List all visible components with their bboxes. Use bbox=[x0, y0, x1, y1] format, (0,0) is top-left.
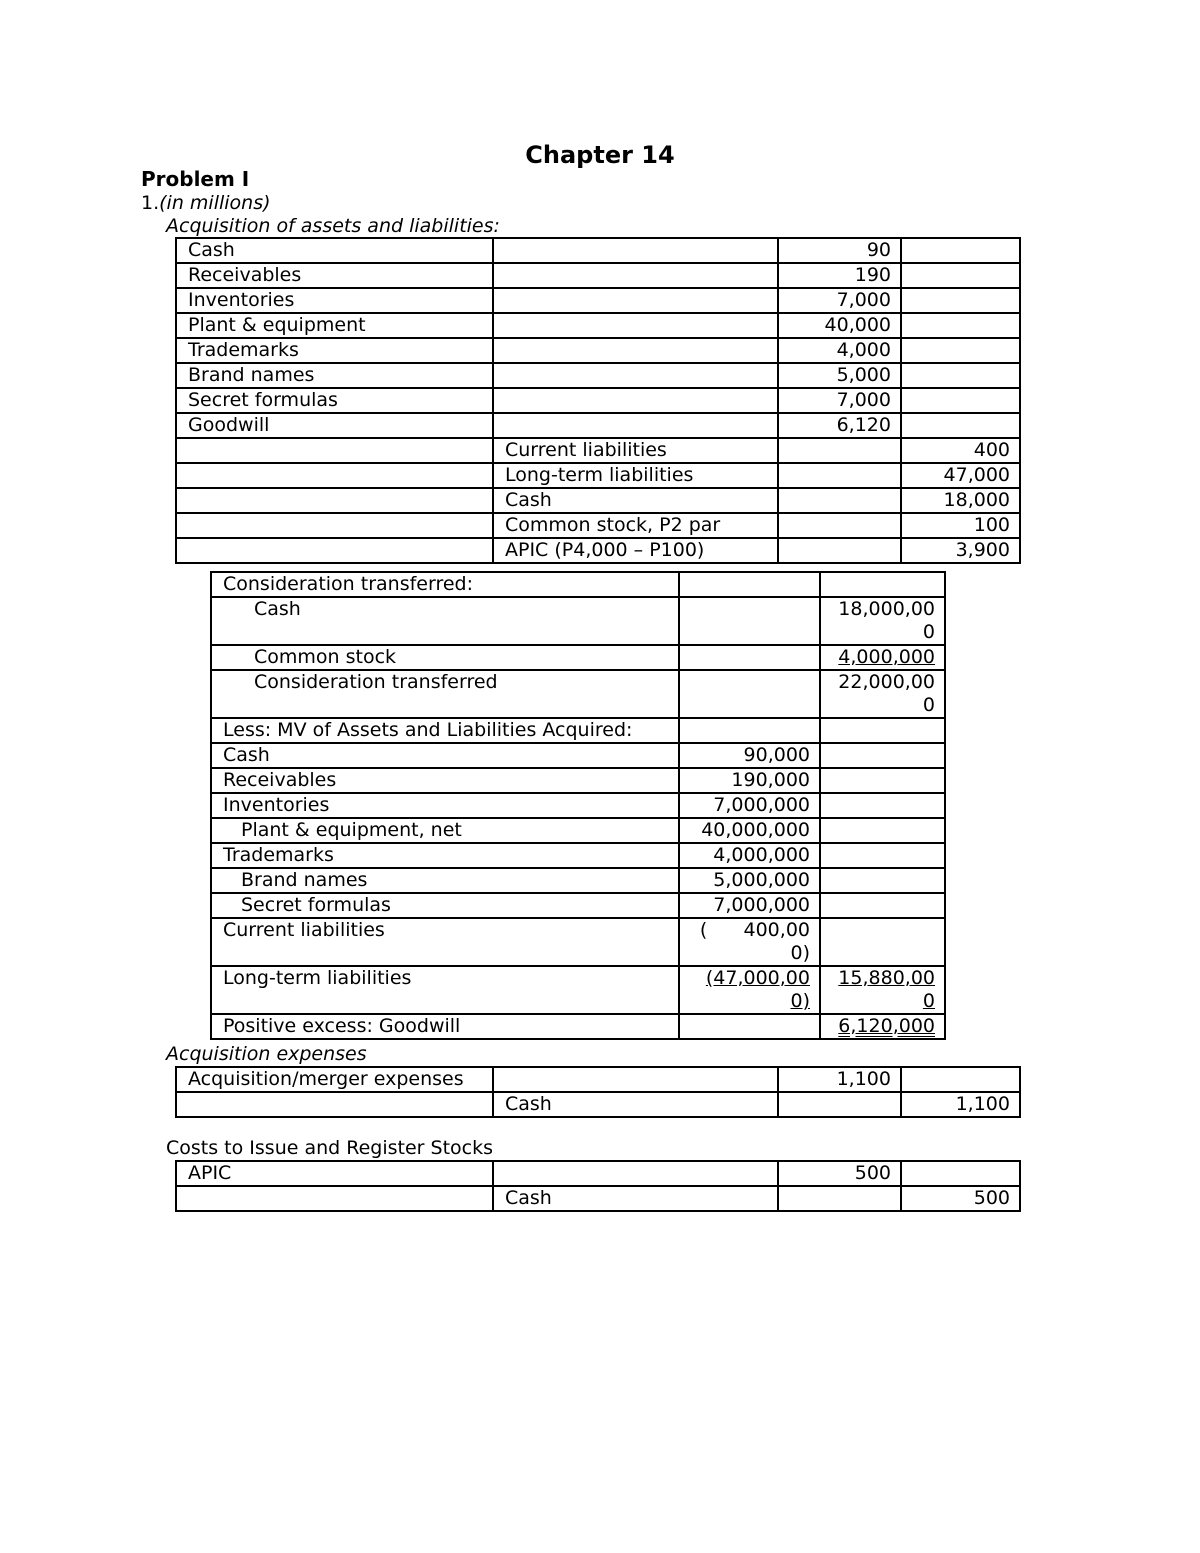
cell-debit-amount bbox=[778, 488, 901, 513]
cell-credit-account bbox=[493, 388, 778, 413]
table-row bbox=[211, 843, 945, 868]
cell-credit-account: APIC (P4,000 – P100) bbox=[493, 538, 778, 563]
cell-credit-account: Long-term liabilities bbox=[493, 463, 778, 488]
journal-entry-stock-costs bbox=[175, 1160, 1021, 1212]
cell-credit-account bbox=[493, 238, 778, 263]
table-row bbox=[211, 670, 945, 718]
cell-debit-account: APIC bbox=[176, 1161, 493, 1186]
cell-debit-amount: 90 bbox=[778, 238, 901, 263]
current-liabilities-value: ( 400,000) bbox=[679, 918, 820, 966]
cell-debit-amount bbox=[778, 513, 901, 538]
cell-debit-amount: 6,120 bbox=[778, 413, 901, 438]
cell-credit-amount bbox=[901, 288, 1020, 313]
asset-value: 7,000,000 bbox=[679, 893, 820, 918]
table-row bbox=[211, 597, 945, 645]
problem-heading: Problem I bbox=[141, 167, 250, 191]
asset-value: 5,000,000 bbox=[679, 868, 820, 893]
cell-credit-account bbox=[493, 263, 778, 288]
cell-debit-amount bbox=[778, 438, 901, 463]
cell-debit-amount: 4,000 bbox=[778, 338, 901, 363]
cell-credit-account bbox=[493, 338, 778, 363]
table-row bbox=[176, 1067, 1020, 1092]
consideration-header: Consideration transferred: bbox=[211, 572, 679, 597]
cell-credit-amount bbox=[901, 238, 1020, 263]
long-term-liabilities-label: Long-term liabilities bbox=[211, 966, 679, 1014]
section-label-stock-costs: Costs to Issue and Register Stocks bbox=[166, 1137, 493, 1159]
asset-value: 90,000 bbox=[679, 743, 820, 768]
subproblem-note: (in millions) bbox=[159, 192, 271, 214]
cell-debit-account bbox=[176, 463, 493, 488]
table-row bbox=[211, 768, 945, 793]
cell-credit-account bbox=[493, 1067, 778, 1092]
cell-credit-account bbox=[493, 413, 778, 438]
cell-debit-amount: 500 bbox=[778, 1161, 901, 1186]
cell-credit-amount bbox=[901, 1067, 1020, 1092]
cell-debit-account bbox=[176, 1092, 493, 1117]
cell-credit-amount: 1,100 bbox=[901, 1092, 1020, 1117]
cell-credit-amount: 400 bbox=[901, 438, 1020, 463]
table-row bbox=[211, 793, 945, 818]
cell-credit-amount: 100 bbox=[901, 513, 1020, 538]
asset-label: Trademarks bbox=[211, 843, 679, 868]
cell-debit-account: Inventories bbox=[176, 288, 493, 313]
asset-label: Inventories bbox=[211, 793, 679, 818]
cell-credit-amount bbox=[901, 313, 1020, 338]
cell-credit-account bbox=[493, 288, 778, 313]
goodwill-label: Positive excess: Goodwill bbox=[211, 1014, 679, 1039]
table-row bbox=[176, 288, 1020, 313]
cell-credit-amount: 47,000 bbox=[901, 463, 1020, 488]
asset-value: 40,000,000 bbox=[679, 818, 820, 843]
asset-value: 4,000,000 bbox=[679, 843, 820, 868]
cell-debit-amount: 40,000 bbox=[778, 313, 901, 338]
table-row bbox=[176, 413, 1020, 438]
consideration-stock-label: Common stock bbox=[211, 645, 679, 670]
cell-debit-account: Trademarks bbox=[176, 338, 493, 363]
table-row bbox=[211, 818, 945, 843]
table-row bbox=[176, 1161, 1020, 1186]
cell-credit-account bbox=[493, 313, 778, 338]
section-label-acquisition-expenses: Acquisition expenses bbox=[166, 1043, 367, 1065]
table-row bbox=[176, 463, 1020, 488]
asset-label: Receivables bbox=[211, 768, 679, 793]
cell-credit-amount: 18,000 bbox=[901, 488, 1020, 513]
subproblem-heading bbox=[141, 192, 271, 215]
cell-debit-amount: 5,000 bbox=[778, 363, 901, 388]
table-row bbox=[176, 313, 1020, 338]
table-row bbox=[176, 1186, 1020, 1211]
asset-label: Brand names bbox=[211, 868, 679, 893]
consideration-stock-value: 4,000,000 bbox=[838, 646, 935, 668]
asset-value: 190,000 bbox=[679, 768, 820, 793]
consideration-cash-label: Cash bbox=[211, 597, 679, 645]
cell-debit-amount: 1,100 bbox=[778, 1067, 901, 1092]
cell-debit-account bbox=[176, 513, 493, 538]
cell-credit-amount bbox=[901, 338, 1020, 363]
table-row bbox=[211, 918, 945, 966]
subproblem-number: 1. bbox=[141, 192, 160, 214]
cell-credit-amount: 500 bbox=[901, 1186, 1020, 1211]
asset-label: Cash bbox=[211, 743, 679, 768]
cell-debit-account: Plant & equipment bbox=[176, 313, 493, 338]
table-row bbox=[211, 868, 945, 893]
cell-debit-amount: 7,000 bbox=[778, 288, 901, 313]
table-row bbox=[211, 893, 945, 918]
section-label-acquisition: Acquisition of assets and liabilities: bbox=[166, 215, 500, 237]
net-assets-value: 15,880,000 bbox=[820, 966, 945, 1014]
cell-debit-amount bbox=[778, 538, 901, 563]
table-row bbox=[211, 718, 945, 743]
table-row bbox=[176, 388, 1020, 413]
cell-debit-amount: 7,000 bbox=[778, 388, 901, 413]
table-row bbox=[176, 538, 1020, 563]
goodwill-value: 6,120,000 bbox=[838, 1015, 935, 1037]
asset-value: 7,000,000 bbox=[679, 793, 820, 818]
cell-debit-account bbox=[176, 438, 493, 463]
cell-credit-account: Cash bbox=[493, 1186, 778, 1211]
table-row bbox=[176, 438, 1020, 463]
goodwill-computation-table bbox=[210, 571, 946, 1040]
cell-debit-account: Brand names bbox=[176, 363, 493, 388]
cell-credit-account: Common stock, P2 par bbox=[493, 513, 778, 538]
cell-debit-account: Cash bbox=[176, 238, 493, 263]
consideration-cash-value: 18,000,000 bbox=[820, 597, 945, 645]
asset-label: Secret formulas bbox=[211, 893, 679, 918]
cell-debit-amount bbox=[778, 463, 901, 488]
table-row bbox=[211, 966, 945, 1014]
cell-debit-account: Receivables bbox=[176, 263, 493, 288]
cell-debit-amount: 190 bbox=[778, 263, 901, 288]
table-row bbox=[176, 1092, 1020, 1117]
consideration-total-label: Consideration transferred bbox=[211, 670, 679, 718]
current-liabilities-label: Current liabilities bbox=[211, 918, 679, 966]
cell-debit-account: Acquisition/merger expenses bbox=[176, 1067, 493, 1092]
cell-debit-amount bbox=[778, 1092, 901, 1117]
cell-debit-account: Secret formulas bbox=[176, 388, 493, 413]
cell-credit-amount bbox=[901, 363, 1020, 388]
cell-credit-account bbox=[493, 363, 778, 388]
table-row bbox=[176, 338, 1020, 363]
page-title: Chapter 14 bbox=[525, 141, 675, 169]
cell-credit-amount bbox=[901, 263, 1020, 288]
cell-credit-account: Cash bbox=[493, 1092, 778, 1117]
cell-debit-account: Goodwill bbox=[176, 413, 493, 438]
table-row bbox=[176, 513, 1020, 538]
table-row bbox=[176, 488, 1020, 513]
journal-entry-acquisition bbox=[175, 237, 1021, 564]
asset-label: Plant & equipment, net bbox=[211, 818, 679, 843]
cell-credit-account: Cash bbox=[493, 488, 778, 513]
table-row bbox=[211, 1014, 945, 1039]
cell-credit-amount bbox=[901, 413, 1020, 438]
cell-credit-amount bbox=[901, 1161, 1020, 1186]
cell-credit-amount: 3,900 bbox=[901, 538, 1020, 563]
cell-debit-account bbox=[176, 488, 493, 513]
cell-credit-account: Current liabilities bbox=[493, 438, 778, 463]
table-row bbox=[211, 572, 945, 597]
cell-credit-amount bbox=[901, 388, 1020, 413]
cell-debit-account bbox=[176, 538, 493, 563]
cell-debit-amount bbox=[778, 1186, 901, 1211]
less-header: Less: MV of Assets and Liabilities Acquired: bbox=[211, 718, 679, 743]
table-row bbox=[176, 238, 1020, 263]
table-row bbox=[176, 363, 1020, 388]
table-row bbox=[211, 645, 945, 670]
table-row bbox=[211, 743, 945, 768]
table-row bbox=[176, 263, 1020, 288]
cell-credit-account bbox=[493, 1161, 778, 1186]
cell-debit-account bbox=[176, 1186, 493, 1211]
consideration-total-value: 22,000,000 bbox=[820, 670, 945, 718]
journal-entry-expenses bbox=[175, 1066, 1021, 1118]
long-term-liabilities-value: (47,000,000) bbox=[679, 966, 820, 1014]
